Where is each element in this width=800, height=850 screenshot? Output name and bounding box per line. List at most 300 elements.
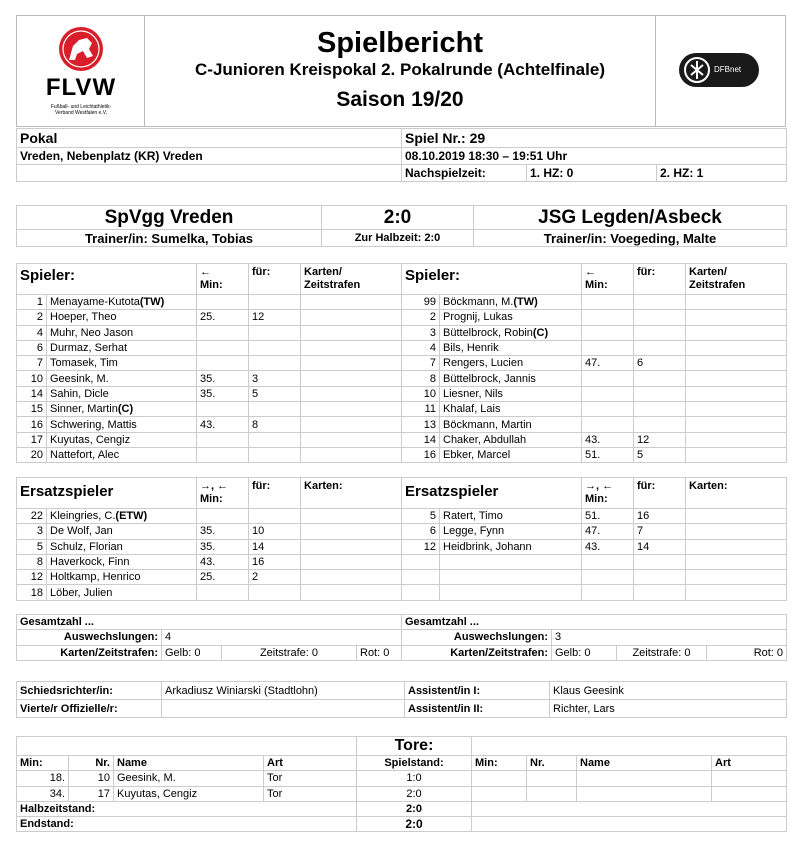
sub-for-number: 3 bbox=[249, 371, 301, 386]
sub-for-number: 16 bbox=[634, 509, 686, 524]
cards-cell bbox=[301, 295, 402, 310]
sub-minute: 25. bbox=[197, 570, 249, 585]
cards-cell bbox=[686, 447, 787, 462]
player-name: Bils, Henrik bbox=[440, 340, 582, 355]
player-number: 2 bbox=[402, 310, 440, 325]
goal-scorer-number: 10 bbox=[69, 771, 114, 786]
subs-heading: Ersatzspieler bbox=[17, 478, 197, 509]
player-number: 6 bbox=[402, 524, 440, 539]
cards-cell bbox=[301, 340, 402, 355]
sub-minute bbox=[582, 554, 634, 569]
home-team-name: SpVgg Vreden bbox=[17, 206, 322, 230]
cards-cell bbox=[301, 386, 402, 401]
player-number: 13 bbox=[402, 417, 440, 432]
player-name: Liesner, Nils bbox=[440, 386, 582, 401]
title-block bbox=[145, 16, 655, 126]
sub-for-number bbox=[634, 340, 686, 355]
sub-for-number: 6 bbox=[634, 356, 686, 371]
sub-minute bbox=[582, 310, 634, 325]
home-substitutions-count: 4 bbox=[162, 630, 402, 645]
player-name: Tomasek, Tim bbox=[47, 356, 197, 371]
player-number: 12 bbox=[402, 539, 440, 554]
sub-minute bbox=[582, 585, 634, 600]
sub-minute: 25. bbox=[197, 310, 249, 325]
player-row bbox=[17, 310, 402, 325]
player-name: Geesink, M. bbox=[47, 371, 197, 386]
sub-min-heading: →, ← Min: bbox=[582, 478, 634, 509]
cards-cell bbox=[686, 402, 787, 417]
home-time-penalty: Zeitstrafe: 0 bbox=[222, 645, 357, 660]
away-time-penalty: Zeitstrafe: 0 bbox=[617, 645, 707, 660]
cards-cell bbox=[301, 432, 402, 447]
extra-time-label: Nachspielzeit: bbox=[402, 165, 527, 182]
player-row bbox=[17, 432, 402, 447]
player-row bbox=[402, 340, 787, 355]
final-score-value: 2:0 bbox=[357, 817, 472, 832]
totals-heading: Gesamtzahl ... bbox=[17, 615, 402, 630]
player-row bbox=[402, 371, 787, 386]
sub-minute bbox=[197, 585, 249, 600]
player-row bbox=[402, 295, 787, 310]
player-name bbox=[440, 585, 582, 600]
cards-cell bbox=[686, 585, 787, 600]
referee-name: Arkadiusz Winiarski (Stadtlohn) bbox=[162, 682, 405, 700]
officials-table bbox=[16, 681, 787, 718]
player-name: Löber, Julien bbox=[47, 585, 197, 600]
player-row bbox=[402, 585, 787, 600]
sub-for-number bbox=[634, 295, 686, 310]
player-number: 1 bbox=[17, 295, 47, 310]
sub-for-number: 5 bbox=[634, 447, 686, 462]
goal-min-heading: Min: bbox=[17, 756, 69, 771]
goal-nr-heading: Nr. bbox=[69, 756, 114, 771]
cards-penalties-label: Karten/Zeitstrafen: bbox=[402, 645, 552, 660]
sub-minute bbox=[582, 371, 634, 386]
player-row bbox=[17, 585, 402, 600]
player-number: 10 bbox=[17, 371, 47, 386]
for-heading: für: bbox=[634, 264, 686, 295]
player-role-tag: (C) bbox=[117, 403, 134, 416]
sub-for-number bbox=[634, 554, 686, 569]
player-number: 22 bbox=[17, 509, 47, 524]
cards-cell bbox=[686, 310, 787, 325]
cards-cell bbox=[301, 447, 402, 462]
logo-text: FLVW bbox=[45, 74, 117, 101]
players-heading: Spieler: bbox=[402, 264, 582, 295]
cards-heading: Karten/ Zeitstrafen bbox=[686, 264, 787, 295]
sub-for-number bbox=[249, 447, 301, 462]
player-number bbox=[402, 570, 440, 585]
player-name: Holtkamp, Henrico bbox=[47, 570, 197, 585]
player-row bbox=[402, 509, 787, 524]
sub-for-number bbox=[634, 417, 686, 432]
sub-minute: 51. bbox=[582, 509, 634, 524]
first-half-extra-time: 1. HZ: 0 bbox=[527, 165, 657, 182]
cards-cell bbox=[686, 386, 787, 401]
cards-cell bbox=[301, 417, 402, 432]
sub-for-number bbox=[634, 570, 686, 585]
sub-minute: 47. bbox=[582, 524, 634, 539]
sub-for-number bbox=[249, 325, 301, 340]
player-row bbox=[402, 432, 787, 447]
cards-cell bbox=[301, 554, 402, 569]
player-row bbox=[402, 524, 787, 539]
player-name bbox=[440, 570, 582, 585]
cards-cell bbox=[686, 356, 787, 371]
substitutions-label: Auswechslungen: bbox=[17, 630, 162, 645]
report-header bbox=[16, 15, 786, 127]
cards-cell bbox=[686, 417, 787, 432]
player-number: 16 bbox=[17, 417, 47, 432]
final-score-label: Endstand: bbox=[17, 817, 357, 832]
cards-cell bbox=[686, 340, 787, 355]
min-heading: ← Min: bbox=[582, 264, 634, 295]
goal-scorer-name: Kuyutas, Cengiz bbox=[114, 786, 264, 801]
assistant2-name: Richter, Lars bbox=[550, 700, 787, 718]
goal-type-heading: Art bbox=[712, 756, 787, 771]
sub-for-number: 14 bbox=[249, 539, 301, 554]
cards-cell bbox=[686, 554, 787, 569]
player-row bbox=[402, 417, 787, 432]
dfbnet-text: DFBnet bbox=[714, 65, 742, 74]
sub-minute: 43. bbox=[197, 554, 249, 569]
player-name: Schulz, Florian bbox=[47, 539, 197, 554]
goal-running-score: 2:0 bbox=[357, 786, 472, 801]
goal-type: Tor bbox=[264, 771, 357, 786]
player-row bbox=[17, 295, 402, 310]
player-role-tag: (TW) bbox=[513, 296, 538, 309]
player-name: Böckmann, M.(TW) bbox=[440, 295, 582, 310]
match-info-table bbox=[16, 128, 787, 182]
cards-heading: Karten: bbox=[686, 478, 787, 509]
player-number bbox=[402, 585, 440, 600]
sub-for-number: 8 bbox=[249, 417, 301, 432]
sub-for-number bbox=[634, 386, 686, 401]
cards-cell bbox=[686, 295, 787, 310]
player-row bbox=[17, 371, 402, 386]
sub-for-number bbox=[249, 295, 301, 310]
sub-minute bbox=[582, 340, 634, 355]
player-row bbox=[17, 570, 402, 585]
player-number: 7 bbox=[402, 356, 440, 371]
player-role-tag: (ETW) bbox=[115, 510, 148, 523]
goal-name-heading: Name bbox=[114, 756, 264, 771]
cards-cell bbox=[301, 402, 402, 417]
sub-minute bbox=[197, 447, 249, 462]
goal-nr-heading: Nr. bbox=[527, 756, 577, 771]
fourth-official-label: Vierte/r Offizielle/r: bbox=[17, 700, 162, 718]
second-half-extra-time: 2. HZ: 1 bbox=[657, 165, 787, 182]
goals-heading: Tore: bbox=[357, 737, 472, 756]
dfb-emblem-icon bbox=[682, 55, 712, 85]
cards-cell bbox=[686, 570, 787, 585]
final-score: 2:0 bbox=[322, 206, 474, 230]
player-name: Ebker, Marcel bbox=[440, 447, 582, 462]
player-row bbox=[17, 325, 402, 340]
sub-min-heading: →, ← Min: bbox=[197, 478, 249, 509]
player-name: Rengers, Lucien bbox=[440, 356, 582, 371]
player-number: 99 bbox=[402, 295, 440, 310]
player-row bbox=[17, 402, 402, 417]
sub-for-number bbox=[634, 325, 686, 340]
cards-cell bbox=[301, 325, 402, 340]
sub-minute bbox=[197, 325, 249, 340]
assistant1-name: Klaus Geesink bbox=[550, 682, 787, 700]
player-role-tag: (C) bbox=[532, 326, 549, 339]
sub-minute bbox=[197, 509, 249, 524]
player-number: 20 bbox=[17, 447, 47, 462]
away-team-name: JSG Legden/Asbeck bbox=[474, 206, 787, 230]
cards-cell bbox=[686, 509, 787, 524]
cards-cell bbox=[686, 524, 787, 539]
sub-for-number bbox=[249, 356, 301, 371]
competition-type: Pokal bbox=[17, 129, 402, 148]
player-name: Böckmann, Martin bbox=[440, 417, 582, 432]
player-number: 7 bbox=[17, 356, 47, 371]
cards-cell bbox=[301, 371, 402, 386]
sub-minute bbox=[197, 432, 249, 447]
sub-for-number: 14 bbox=[634, 539, 686, 554]
player-row bbox=[17, 509, 402, 524]
player-name: Haverkock, Finn bbox=[47, 554, 197, 569]
player-name: Menayame-Kutota(TW) bbox=[47, 295, 197, 310]
goal-minute: 34. bbox=[17, 786, 69, 801]
player-name: Muhr, Neo Jason bbox=[47, 325, 197, 340]
player-row bbox=[17, 386, 402, 401]
goal-score-heading: Spielstand: bbox=[357, 756, 472, 771]
cards-cell bbox=[301, 585, 402, 600]
cards-cell bbox=[301, 524, 402, 539]
sub-minute: 35. bbox=[197, 524, 249, 539]
player-row bbox=[402, 402, 787, 417]
goal-scorer-number: 17 bbox=[69, 786, 114, 801]
sub-for-number: 12 bbox=[634, 432, 686, 447]
cards-heading: Karten/ Zeitstrafen bbox=[301, 264, 402, 295]
player-row bbox=[17, 554, 402, 569]
sub-for-number bbox=[249, 585, 301, 600]
player-number bbox=[402, 554, 440, 569]
player-number: 16 bbox=[402, 447, 440, 462]
player-row bbox=[402, 554, 787, 569]
player-number: 5 bbox=[17, 539, 47, 554]
cards-cell bbox=[301, 310, 402, 325]
game-number: Spiel Nr.: 29 bbox=[402, 129, 787, 148]
player-number: 8 bbox=[17, 554, 47, 569]
sub-for-number: 5 bbox=[249, 386, 301, 401]
player-name: Sahin, Dicle bbox=[47, 386, 197, 401]
away-subs-table bbox=[401, 477, 787, 601]
player-number: 5 bbox=[402, 509, 440, 524]
sub-minute bbox=[197, 295, 249, 310]
player-number: 15 bbox=[17, 402, 47, 417]
home-subs-table bbox=[16, 477, 402, 601]
sub-minute bbox=[582, 325, 634, 340]
sub-for-number: 10 bbox=[249, 524, 301, 539]
player-name: Chaker, Abdullah bbox=[440, 432, 582, 447]
sub-minute: 47. bbox=[582, 356, 634, 371]
player-row bbox=[17, 340, 402, 355]
goal-type: Tor bbox=[264, 786, 357, 801]
for-heading: für: bbox=[249, 264, 301, 295]
sub-minute: 43. bbox=[582, 432, 634, 447]
cards-heading: Karten: bbox=[301, 478, 402, 509]
home-yellow: Gelb: 0 bbox=[162, 645, 222, 660]
player-number: 3 bbox=[17, 524, 47, 539]
halftime-score-label: Halbzeitstand: bbox=[17, 801, 357, 816]
sub-minute bbox=[582, 417, 634, 432]
player-row bbox=[402, 325, 787, 340]
sub-minute: 43. bbox=[582, 539, 634, 554]
player-name: Sinner, Martin(C) bbox=[47, 402, 197, 417]
goal-type-heading: Art bbox=[264, 756, 357, 771]
home-players-table bbox=[16, 263, 402, 463]
sub-for-number bbox=[249, 340, 301, 355]
cards-cell bbox=[686, 432, 787, 447]
cards-cell bbox=[301, 539, 402, 554]
player-row bbox=[17, 524, 402, 539]
player-number: 11 bbox=[402, 402, 440, 417]
sub-minute: 35. bbox=[197, 539, 249, 554]
sub-for-number: 12 bbox=[249, 310, 301, 325]
player-row bbox=[17, 417, 402, 432]
goal-scorer-name: Geesink, M. bbox=[114, 771, 264, 786]
player-role-tag: (TW) bbox=[139, 296, 165, 309]
home-red: Rot: 0 bbox=[357, 645, 402, 660]
player-row bbox=[17, 539, 402, 554]
sub-for-number bbox=[249, 509, 301, 524]
match-datetime: 08.10.2019 18:30 – 19:51 Uhr bbox=[402, 148, 787, 165]
cards-penalties-label: Karten/Zeitstrafen: bbox=[17, 645, 162, 660]
player-number: 4 bbox=[402, 340, 440, 355]
goal-row bbox=[17, 786, 787, 801]
goal-minute: 18. bbox=[17, 771, 69, 786]
player-name: Schwering, Mattis bbox=[47, 417, 197, 432]
subs-heading: Ersatzspieler bbox=[402, 478, 582, 509]
player-row bbox=[402, 570, 787, 585]
home-coach: Trainer/in: Sumelka, Tobias bbox=[17, 230, 322, 247]
assistant1-label: Assistent/in I: bbox=[405, 682, 550, 700]
sub-minute: 35. bbox=[197, 386, 249, 401]
away-totals-table bbox=[401, 614, 787, 661]
cards-cell bbox=[686, 371, 787, 386]
goals-table bbox=[16, 736, 787, 832]
for-heading: für: bbox=[634, 478, 686, 509]
cards-cell bbox=[301, 570, 402, 585]
player-number: 14 bbox=[17, 386, 47, 401]
sub-minute bbox=[582, 570, 634, 585]
cards-cell bbox=[686, 539, 787, 554]
player-name: Büttelbrock, Robin(C) bbox=[440, 325, 582, 340]
sub-for-number: 2 bbox=[249, 570, 301, 585]
sub-for-number bbox=[634, 585, 686, 600]
player-name: Durmaz, Serhat bbox=[47, 340, 197, 355]
player-number: 8 bbox=[402, 371, 440, 386]
dfbnet-logo bbox=[655, 16, 785, 126]
logo-caption: Fußball- und Leichtathletik-Verband Westfalen e.V. bbox=[50, 104, 112, 116]
player-name: Khalaf, Lais bbox=[440, 402, 582, 417]
fourth-official-name bbox=[162, 700, 405, 718]
away-substitutions-count: 3 bbox=[552, 630, 787, 645]
player-row bbox=[402, 310, 787, 325]
player-name: De Wolf, Jan bbox=[47, 524, 197, 539]
away-red: Rot: 0 bbox=[707, 645, 787, 660]
player-number: 10 bbox=[402, 386, 440, 401]
player-number: 6 bbox=[17, 340, 47, 355]
sub-for-number bbox=[249, 432, 301, 447]
season-label: Saison 19/20 bbox=[336, 88, 464, 111]
goal-name-heading: Name bbox=[577, 756, 712, 771]
player-number: 4 bbox=[17, 325, 47, 340]
goal-running-score: 1:0 bbox=[357, 771, 472, 786]
sub-for-number bbox=[634, 402, 686, 417]
player-name: Prognij, Lukas bbox=[440, 310, 582, 325]
player-row bbox=[402, 356, 787, 371]
player-row bbox=[17, 447, 402, 462]
cards-cell bbox=[686, 325, 787, 340]
sub-minute bbox=[197, 356, 249, 371]
sub-for-number bbox=[634, 310, 686, 325]
player-number: 2 bbox=[17, 310, 47, 325]
player-name: Hoeper, Theo bbox=[47, 310, 197, 325]
away-players-table bbox=[401, 263, 787, 463]
player-name bbox=[440, 554, 582, 569]
player-row bbox=[402, 539, 787, 554]
player-number: 14 bbox=[402, 432, 440, 447]
sub-for-number bbox=[634, 371, 686, 386]
sub-minute bbox=[582, 402, 634, 417]
away-yellow: Gelb: 0 bbox=[552, 645, 617, 660]
sub-minute: 43. bbox=[197, 417, 249, 432]
referee-label: Schiedsrichter/in: bbox=[17, 682, 162, 700]
goal-row bbox=[17, 771, 787, 786]
cards-cell bbox=[301, 356, 402, 371]
venue: Vreden, Nebenplatz (KR) Vreden bbox=[17, 148, 402, 165]
sub-for-number: 16 bbox=[249, 554, 301, 569]
flvw-logo bbox=[17, 16, 145, 126]
player-name: Kleingries, C.(ETW) bbox=[47, 509, 197, 524]
min-heading: ← Min: bbox=[197, 264, 249, 295]
halftime-score: Zur Halbzeit: 2:0 bbox=[322, 230, 474, 247]
player-name: Büttelbrock, Jannis bbox=[440, 371, 582, 386]
substitutions-label: Auswechslungen: bbox=[402, 630, 552, 645]
player-row bbox=[402, 447, 787, 462]
player-number: 12 bbox=[17, 570, 47, 585]
page-title: Spielbericht bbox=[317, 27, 483, 59]
sub-minute: 35. bbox=[197, 371, 249, 386]
sub-minute bbox=[582, 386, 634, 401]
competition-subtitle: C-Junioren Kreispokal 2. Pokalrunde (Achtelfinale) bbox=[195, 60, 605, 79]
cards-cell bbox=[301, 509, 402, 524]
player-number: 17 bbox=[17, 432, 47, 447]
for-heading: für: bbox=[249, 478, 301, 509]
player-row bbox=[17, 356, 402, 371]
sub-minute: 51. bbox=[582, 447, 634, 462]
player-name: Kuyutas, Cengiz bbox=[47, 432, 197, 447]
player-number: 18 bbox=[17, 585, 47, 600]
player-number: 3 bbox=[402, 325, 440, 340]
sub-minute bbox=[197, 340, 249, 355]
sub-minute bbox=[582, 295, 634, 310]
sub-for-number bbox=[249, 402, 301, 417]
sub-minute bbox=[197, 402, 249, 417]
halftime-score-value: 2:0 bbox=[357, 801, 472, 816]
away-coach: Trainer/in: Voegeding, Malte bbox=[474, 230, 787, 247]
goal-min-heading: Min: bbox=[472, 756, 527, 771]
sub-for-number: 7 bbox=[634, 524, 686, 539]
teams-table bbox=[16, 205, 787, 247]
assistant2-label: Assistent/in II: bbox=[405, 700, 550, 718]
player-row bbox=[402, 386, 787, 401]
